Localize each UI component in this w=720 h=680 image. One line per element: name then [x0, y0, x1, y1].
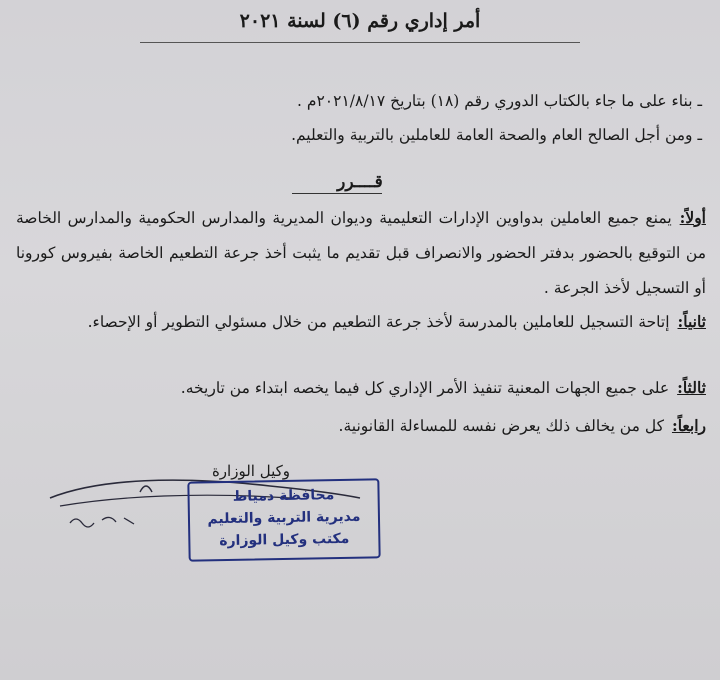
clause-1 — [16, 200, 706, 306]
stamp-line-1: محافظة دمياط — [232, 487, 335, 505]
document-title: أمر إداري رقم (٦) لسنة ٢٠٢١ — [239, 10, 481, 32]
official-stamp — [187, 478, 380, 561]
stamp-line-3: مكتب وكيل الوزارة — [219, 530, 350, 550]
decision-heading: قــــرر — [337, 172, 383, 192]
clause-4-lead: رابعاً: — [671, 416, 706, 435]
clause-4-text: كل من يخالف ذلك يعرض نفسه للمساءلة القانونية. — [338, 417, 664, 435]
decision-heading-underline — [292, 193, 382, 194]
signature-label: وكيل الوزارة — [211, 462, 290, 480]
stamp-line-2: مديرية التربية والتعليم — [207, 508, 361, 528]
clause-1-lead: أولاً: — [679, 208, 706, 227]
clause-2 — [16, 304, 706, 340]
clause-4 — [16, 408, 706, 444]
clause-1-text: يمنع جميع العاملين بدواوين الإدارات التعليمية وديوان المديرية والمدارس الحكومية والمدارس الخاصة من التوقيع بالحضور بدفتر الحضور والانصراف قبل تقديم ما يثبت أخذ جرعة التطعيم الخاصة بفيروس كورونا أو التسجيل لأخذ الجرعة . — [16, 209, 706, 297]
clause-3-text: على جميع الجهات المعنية تنفيذ الأمر الإداري كل فيما يخصه ابتداء من تاريخه. — [180, 379, 670, 397]
clause-3-lead: ثالثاً: — [677, 378, 706, 397]
preamble-line-2: ـ ومن أجل الصالح العام والصحة العامة للعاملين بالتربية والتعليم. — [291, 126, 702, 144]
preamble-line-1: ـ بناء على ما جاء بالكتاب الدوري رقم (١٨) بتاريخ ٢٠٢١/٨/١٧م . — [297, 92, 702, 110]
clause-2-text: إتاحة التسجيل للعاملين بالمدرسة لأخذ جرعة التطعيم من خلال مسئولي التطوير أو الإحصاء. — [87, 313, 670, 331]
clause-3 — [16, 370, 706, 406]
clause-2-lead: ثانياً: — [677, 312, 706, 331]
title-underline — [140, 42, 580, 43]
